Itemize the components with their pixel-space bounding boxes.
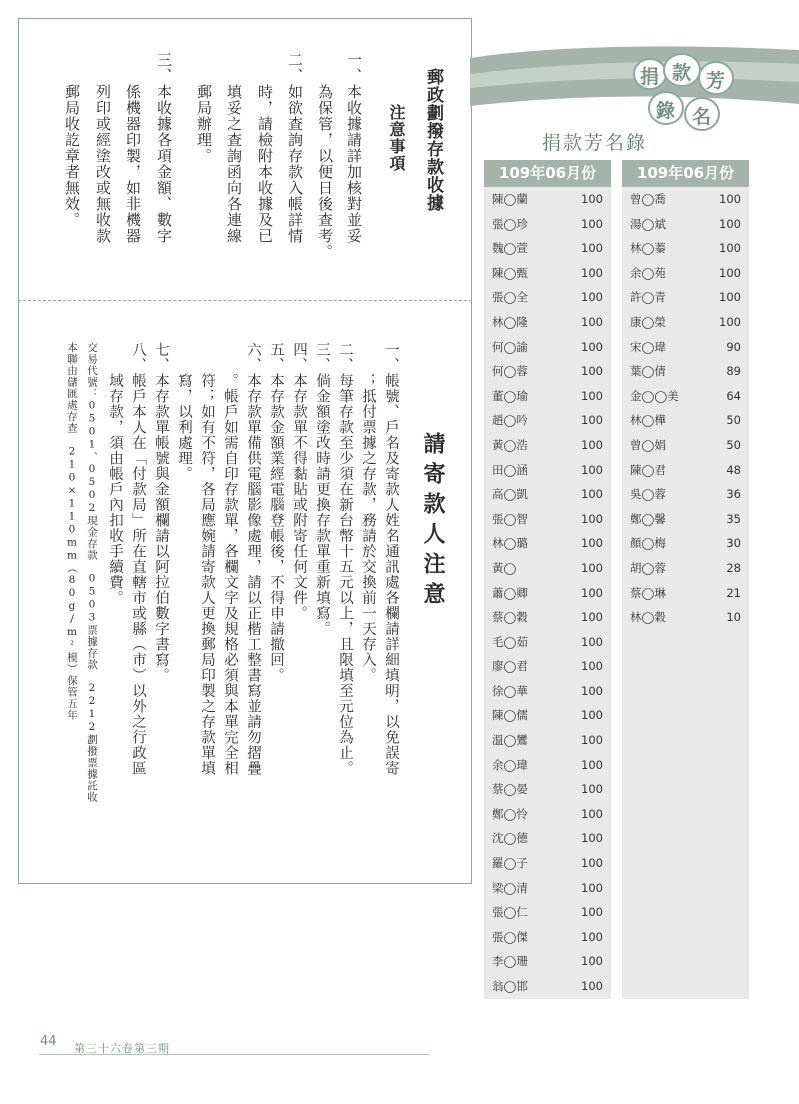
donor-row: [484, 802, 611, 827]
donor-row: [622, 949, 749, 974]
donation-amount: 100: [581, 314, 603, 329]
donation-amount: 100: [581, 929, 603, 944]
donation-amount: 90: [726, 339, 741, 354]
donor-row: [484, 826, 611, 851]
tear-line: [18, 300, 472, 301]
donation-amount: 48: [726, 462, 741, 477]
donor-name: 羅◯子: [492, 856, 528, 871]
receipt-note-line: 填妥之查詢函向各連線: [225, 52, 243, 244]
donor-name: 陳◯儒: [492, 708, 528, 723]
donor-name: 蕭◯卿: [492, 585, 528, 600]
donation-amount: 100: [581, 462, 603, 477]
donor-name: 張◯珍: [492, 216, 528, 231]
donor-name: 陳◯蘭: [492, 192, 528, 206]
depositor-note-line: 二、每筆存款至少須在新台幣十五元以上，且限填至元位為止。: [337, 342, 353, 776]
donation-amount: 100: [581, 806, 603, 821]
donor-name: 李◯珊: [492, 954, 528, 969]
donor-name: 張◯仁: [492, 905, 528, 920]
donor-row: [484, 753, 611, 778]
donation-amount: 100: [719, 290, 741, 305]
donor-name: 董◯瑜: [492, 388, 528, 403]
depositor-note-line: 四、本存款單不得黏貼或附寄任何文件。: [291, 342, 307, 621]
donation-amount: 100: [581, 979, 603, 993]
donor-row: [622, 826, 749, 851]
depositor-note-line: 域存款，須由帳戶內扣收手續費。: [107, 342, 123, 606]
donation-amount: 100: [581, 511, 603, 526]
donor-row: [622, 433, 749, 458]
donor-name: 吳◯蓉: [630, 487, 666, 502]
donor-row: [622, 482, 749, 507]
donor-row: [484, 974, 611, 999]
donor-row: [484, 187, 611, 212]
donor-row: [484, 335, 611, 360]
donor-row: [484, 777, 611, 802]
receipt-note-line: 三、本收據各項金額、數字: [155, 52, 173, 244]
receipt-note-line: 二、如欲查詢存款入帳詳情: [286, 52, 304, 244]
donation-amount: 100: [581, 364, 603, 379]
donation-amount: 100: [581, 683, 603, 698]
donation-amount: 100: [581, 388, 603, 403]
banner-char: 款: [672, 62, 692, 84]
issue-label: 第三十六卷第三期: [74, 1042, 170, 1055]
depositor-notes-title: 請寄款人注意: [420, 432, 446, 612]
donor-row: [622, 605, 749, 630]
donor-row: [484, 949, 611, 974]
donor-name: 高◯凱: [492, 487, 528, 502]
donor-row: [622, 654, 749, 679]
donation-amount: 28: [726, 560, 741, 575]
donor-row: [484, 458, 611, 483]
donor-row: [622, 753, 749, 778]
donor-name: 胡◯蓉: [630, 560, 666, 575]
donor-row: [484, 507, 611, 532]
donation-amount: 21: [726, 585, 741, 600]
donor-name: 張◯智: [492, 511, 528, 526]
donor-row: [484, 679, 611, 704]
donor-row: [622, 236, 749, 261]
donor-name: 魏◯萱: [492, 241, 528, 256]
donor-row: [484, 408, 611, 433]
donor-name: 蔡◯穀: [492, 610, 528, 625]
donor-name: 何◯諭: [492, 339, 528, 354]
donation-amount: 100: [581, 782, 603, 797]
donor-row: [484, 728, 611, 753]
transaction-codes: 交易代號：0501、0502現金存款 0503票據存款 2212劃撥票據託收: [86, 342, 98, 803]
donation-amount: 10: [726, 610, 741, 625]
donor-row: [622, 359, 749, 384]
donor-row: [622, 679, 749, 704]
notes-title: 注意事項: [387, 104, 406, 172]
donation-amount: 100: [581, 437, 603, 452]
donation-amount: 30: [726, 536, 741, 551]
donor-row: [484, 900, 611, 925]
donor-row: [484, 925, 611, 950]
donation-amount: 100: [719, 216, 741, 231]
donor-row: [622, 335, 749, 360]
donor-list-heading: 捐款芳名錄: [542, 132, 648, 154]
depositor-note-line: 三、倘金額塗改時請更換存款單重新填寫。: [314, 342, 330, 637]
donor-name: 曾◯娟: [630, 437, 666, 452]
footer-rule: [39, 1054, 429, 1055]
receipt-note-line: 郵局收訖章者無效。: [63, 52, 81, 228]
donor-row: [484, 482, 611, 507]
donation-amount: 100: [581, 585, 603, 600]
donor-row: [622, 974, 749, 999]
donor-name: 鄭◯怜: [492, 806, 528, 821]
month-header: 109年06月份: [484, 160, 611, 187]
donor-row: [484, 556, 611, 581]
donation-amount: 50: [726, 413, 741, 428]
receipt-note-line: 一、本收據請詳加核對並妥: [345, 52, 363, 244]
donor-name: 余◯瑋: [492, 757, 528, 772]
donor-row: [622, 285, 749, 310]
banner-char: 名: [692, 106, 712, 128]
donor-name: 許◯青: [630, 290, 666, 305]
donation-amount: 100: [581, 290, 603, 305]
donor-row: [622, 925, 749, 950]
receipt-title: 郵政劃撥存款收據: [423, 68, 443, 212]
donor-row: [484, 703, 611, 728]
retention-note: 本聯由儲匯處存查 210×110mm（80g/m²模）保管五年: [66, 342, 78, 721]
donor-row: [622, 507, 749, 532]
donor-row: [484, 630, 611, 655]
donor-name: 林◯隆: [492, 314, 528, 329]
donor-name: 康◯榮: [630, 314, 666, 329]
donor-name: 宋◯瑋: [630, 339, 666, 354]
month-header: 109年06月份: [622, 160, 749, 187]
donor-row: [622, 581, 749, 606]
donation-amount: 36: [726, 487, 741, 502]
donor-row: [622, 630, 749, 655]
donation-amount: 100: [581, 241, 603, 256]
donation-amount: 100: [719, 241, 741, 256]
donor-row: [622, 900, 749, 925]
donor-column-right: [622, 160, 749, 999]
donor-name: 曾◯喬: [630, 192, 666, 206]
donor-name: 張◯傑: [492, 929, 528, 944]
receipt-note-line: 列印或經塗改或無收款: [94, 52, 112, 244]
donation-amount: 50: [726, 437, 741, 452]
donation-amount: 100: [581, 634, 603, 649]
donor-row: [484, 851, 611, 876]
donor-row: [484, 212, 611, 237]
donor-row: [622, 384, 749, 409]
donation-amount: 100: [581, 733, 603, 748]
donor-row: [622, 261, 749, 286]
donor-row: [622, 876, 749, 901]
donor-row: [484, 581, 611, 606]
receipt-note-line: 郵局辦理。: [195, 52, 213, 164]
receipt-note-line: 時，請檢附本收據及已: [256, 52, 274, 244]
donation-amount: 100: [581, 192, 603, 206]
donor-name: 黃◯: [492, 560, 517, 575]
donor-name: 顏◯梅: [630, 536, 666, 551]
banner-char: 捐: [640, 66, 660, 88]
donor-row: [622, 212, 749, 237]
donation-amount: 100: [581, 265, 603, 280]
donor-name: 溫◯鸞: [492, 733, 528, 748]
donation-amount: 100: [581, 487, 603, 502]
depositor-note-line: 。帳戶如需自印存款單，各欄文字及規格必須與本單完全相: [222, 342, 238, 776]
donor-row: [484, 310, 611, 335]
donation-amount: 100: [581, 905, 603, 920]
flower-emblem: [630, 52, 748, 140]
donor-row: [484, 261, 611, 286]
donor-row: [622, 728, 749, 753]
donation-amount: 100: [581, 831, 603, 846]
donor-name: 蔡◯晏: [492, 782, 528, 797]
donor-name: 田◯涵: [492, 462, 528, 477]
donor-name: 葉◯倩: [630, 364, 666, 379]
donor-name: 徐◯華: [492, 683, 528, 698]
donor-row: [484, 876, 611, 901]
donor-name: 林◯樺: [630, 413, 666, 428]
donor-row: [484, 531, 611, 556]
donor-row: [484, 236, 611, 261]
donation-amount: 100: [719, 314, 741, 329]
donor-row: [622, 703, 749, 728]
depositor-note-line: 符；如有不符，各局應婉請寄款人更換郵局印製之存款單填: [199, 342, 215, 776]
donor-name: 林◯璐: [492, 536, 528, 551]
donation-amount: 100: [581, 856, 603, 871]
donation-amount: 89: [726, 364, 741, 379]
donor-name: 林◯蓁: [630, 241, 666, 256]
donation-amount: 100: [719, 192, 741, 206]
donation-amount: 100: [581, 610, 603, 625]
donor-row: [622, 310, 749, 335]
donor-name: 林◯穀: [630, 610, 666, 625]
donation-amount: 100: [581, 708, 603, 723]
receipt-note-line: 為保管，以便日後查考。: [316, 52, 334, 260]
donation-amount: 100: [581, 536, 603, 551]
page-number: 44: [40, 1034, 57, 1049]
donor-row: [622, 458, 749, 483]
banner-char: 芳: [706, 70, 726, 92]
donation-amount: 100: [581, 413, 603, 428]
donation-amount: 100: [581, 339, 603, 354]
donor-name: 翁◯邯: [492, 979, 528, 993]
depositor-note-line: 五、本存款金額業經電腦登帳後，不得申請撤回。: [268, 342, 284, 683]
depositor-note-line: 寫，以利處理。: [176, 342, 192, 482]
donation-amount: 100: [581, 560, 603, 575]
donor-row: [484, 605, 611, 630]
donor-row: [484, 384, 611, 409]
donor-name: 廖◯君: [492, 659, 528, 674]
depositor-note-line: 六、本存款單備供電腦影像處理，請以正楷工整書寫並請勿摺疊: [245, 342, 261, 776]
receipt-note-line: 係機器印製，如非機器: [124, 52, 142, 244]
donation-amount: 100: [581, 659, 603, 674]
depositor-note-line: 一、帳號、戶名及寄款人姓名通訊處各欄請詳細填明，以免誤寄: [383, 342, 399, 776]
donation-amount: 64: [726, 388, 741, 403]
donor-name: 沈◯德: [492, 831, 528, 846]
donor-name: 何◯蓉: [492, 364, 528, 379]
donor-name: 張◯全: [492, 290, 528, 305]
donation-amount: 100: [719, 265, 741, 280]
donor-name: 梁◯清: [492, 880, 528, 895]
donor-row: [622, 802, 749, 827]
donor-name: 蔡◯琳: [630, 585, 666, 600]
donor-name: 湯◯斌: [630, 216, 666, 231]
donation-amount: 100: [581, 757, 603, 772]
donor-row: [622, 187, 749, 212]
donor-row: [622, 408, 749, 433]
donor-name: 金◯◯美: [630, 388, 679, 403]
donor-name: 鄭◯馨: [630, 511, 666, 526]
donor-name: 黃◯浩: [492, 437, 528, 452]
donor-name: 毛◯茹: [492, 634, 528, 649]
donor-column-left: [484, 160, 611, 999]
donation-amount: 100: [581, 880, 603, 895]
donor-row: [484, 359, 611, 384]
donor-name: 趙◯吟: [492, 413, 528, 428]
donor-name: 陳◯君: [630, 462, 666, 477]
depositor-note-line: 八、帳戶本人在「付款局」所在直轄市或縣（市）以外之行政區: [130, 342, 146, 776]
donor-row: [622, 851, 749, 876]
donation-amount: 35: [726, 511, 741, 526]
donor-name: 陳◯甄: [492, 265, 528, 280]
depositor-note-line: 七、本存款單帳號與金額欄請以阿拉伯數字書寫。: [153, 342, 169, 683]
donor-row: [484, 433, 611, 458]
donation-amount: 100: [581, 954, 603, 969]
donor-row: [484, 285, 611, 310]
donor-row: [484, 654, 611, 679]
donor-row: [622, 531, 749, 556]
donor-row: [622, 777, 749, 802]
donor-row: [622, 556, 749, 581]
banner-char: 錄: [656, 100, 676, 122]
depositor-note-line: ；抵付票據之存款，務請於交換前一天存入。: [360, 342, 376, 683]
donation-amount: 100: [581, 216, 603, 231]
donor-name: 余◯苑: [630, 265, 666, 280]
